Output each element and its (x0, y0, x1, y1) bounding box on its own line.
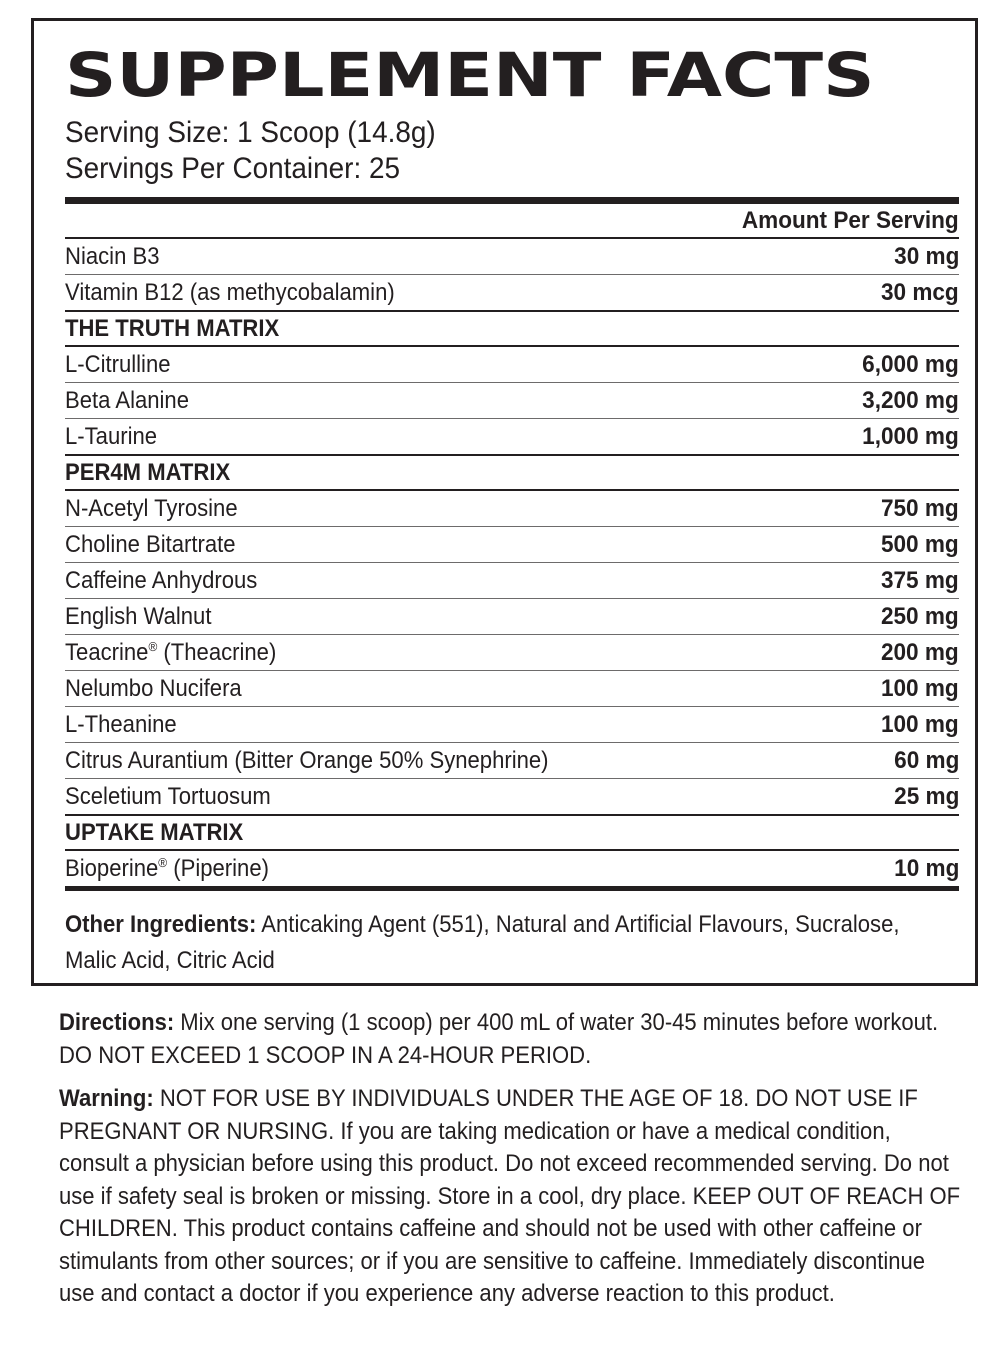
ingredient-row (65, 779, 959, 814)
nutrient-name: Niacin B3 (65, 242, 160, 270)
ingredient-row (65, 491, 959, 526)
supplement-facts-panel (31, 18, 978, 986)
ingredient-amount: 100 mg (881, 674, 959, 702)
ingredient-name: Bioperine (65, 854, 159, 882)
warning-block (59, 1083, 964, 1311)
ingredient-name: L-Citrulline (65, 350, 171, 378)
ingredient-name: Choline Bitartrate (65, 530, 236, 558)
ingredient-name: Nelumbo Nucifera (65, 674, 242, 702)
ingredient-name: Caffeine Anhydrous (65, 566, 258, 594)
ingredient-amount: 750 mg (881, 494, 959, 522)
ingredient-amount: 10 mg (893, 854, 959, 882)
ingredient-row (65, 599, 959, 634)
ingredient-name-composite (65, 855, 269, 883)
nutrient-name: Vitamin B12 (as methycobalamin) (65, 278, 395, 306)
section-heading-truth-matrix (65, 312, 959, 345)
ingredient-row (65, 563, 959, 598)
section-heading-per4m-matrix (65, 456, 959, 489)
ingredient-amount: 6,000 mg (862, 350, 959, 378)
nutrient-row (65, 275, 959, 310)
ingredient-amount: 3,200 mg (862, 386, 959, 414)
warning-label: Warning: (59, 1085, 154, 1112)
amount-per-serving-header (65, 204, 959, 237)
other-ingredients (65, 907, 925, 979)
ingredient-row (65, 347, 959, 382)
ingredient-amount: 200 mg (881, 638, 959, 666)
thick-divider (65, 197, 959, 204)
ingredient-name: Sceletium Tortuosum (65, 782, 271, 810)
ingredient-name: Teacrine (65, 638, 149, 666)
panel-title: SUPPLEMENT FACTS (65, 40, 875, 111)
ingredient-name-suffix: (Theacrine) (157, 638, 277, 666)
ingredient-row (65, 419, 959, 454)
directions-block (59, 1007, 964, 1072)
section-title: PER4M MATRIX (65, 458, 231, 486)
ingredient-amount: 250 mg (881, 602, 959, 630)
amount-header-label: Amount Per Serving (742, 206, 959, 234)
directions-text: Mix one serving (1 scoop) per 400 mL of water 30-45 minutes before workout. DO NOT EXCEED 1 SCOOP IN A 24-HOUR PERIOD. (59, 1009, 939, 1069)
warning-text: NOT FOR USE BY INDIVIDUALS UNDER THE AGE OF 18. DO NOT USE IF PREGNANT OR NURSING. If you are taking medication or have a medical condition, consult a physician before using this product. Do not exceed recommended serving. Do not use if safety seal is broken or missing. Store in a cool, dry place. KEEP OUT OF REACH OF CHILDREN. This product contains caffeine and should not be used with other caffeine or stimulants from other sources; or if you are sensitive to caffeine. Immediately discontinue use and contact a doctor if you experience any adverse reaction to this product. (59, 1085, 961, 1307)
ingredient-amount: 500 mg (881, 530, 959, 558)
section-heading-uptake-matrix (65, 816, 959, 849)
nutrient-row (65, 239, 959, 274)
ingredient-row (65, 707, 959, 742)
ingredient-row (65, 527, 959, 562)
ingredient-name: English Walnut (65, 602, 212, 630)
ingredient-amount: 100 mg (881, 710, 959, 738)
ingredient-name-composite (65, 639, 276, 667)
ingredient-amount: 1,000 mg (862, 422, 959, 450)
ingredient-row (65, 851, 959, 886)
ingredient-name: L-Theanine (65, 710, 177, 738)
section-title: UPTAKE MATRIX (65, 818, 244, 846)
nutrient-amount: 30 mg (893, 242, 959, 270)
ingredient-row (65, 383, 959, 418)
section-title: THE TRUTH MATRIX (65, 314, 280, 342)
ingredient-name: Beta Alanine (65, 386, 189, 414)
nutrient-amount: 30 mcg (881, 278, 959, 306)
ingredient-name: N-Acetyl Tyrosine (65, 494, 238, 522)
directions-label: Directions: (59, 1009, 175, 1036)
thick-divider (65, 886, 959, 891)
registered-mark: ® (148, 638, 158, 654)
ingredient-name: L-Taurine (65, 422, 158, 450)
registered-mark: ® (158, 854, 168, 870)
ingredient-amount: 25 mg (893, 782, 959, 810)
ingredient-amount: 60 mg (893, 746, 959, 774)
other-ingredients-label: Other Ingredients: (65, 911, 257, 938)
ingredient-row (65, 635, 959, 670)
ingredient-amount: 375 mg (881, 566, 959, 594)
ingredient-row (65, 671, 959, 706)
ingredient-name-suffix: (Piperine) (167, 854, 269, 882)
servings-per-container: Servings Per Container: 25 (65, 152, 400, 185)
serving-size: Serving Size: 1 Scoop (14.8g) (65, 116, 436, 149)
other-ingredients-text: Anticaking Agent (551), Natural and Artificial Flavours, Sucralose, Malic Acid, Citric Acid (65, 911, 900, 974)
ingredient-row (65, 743, 959, 778)
ingredient-name: Citrus Aurantium (Bitter Orange 50% Synephrine) (65, 746, 549, 774)
